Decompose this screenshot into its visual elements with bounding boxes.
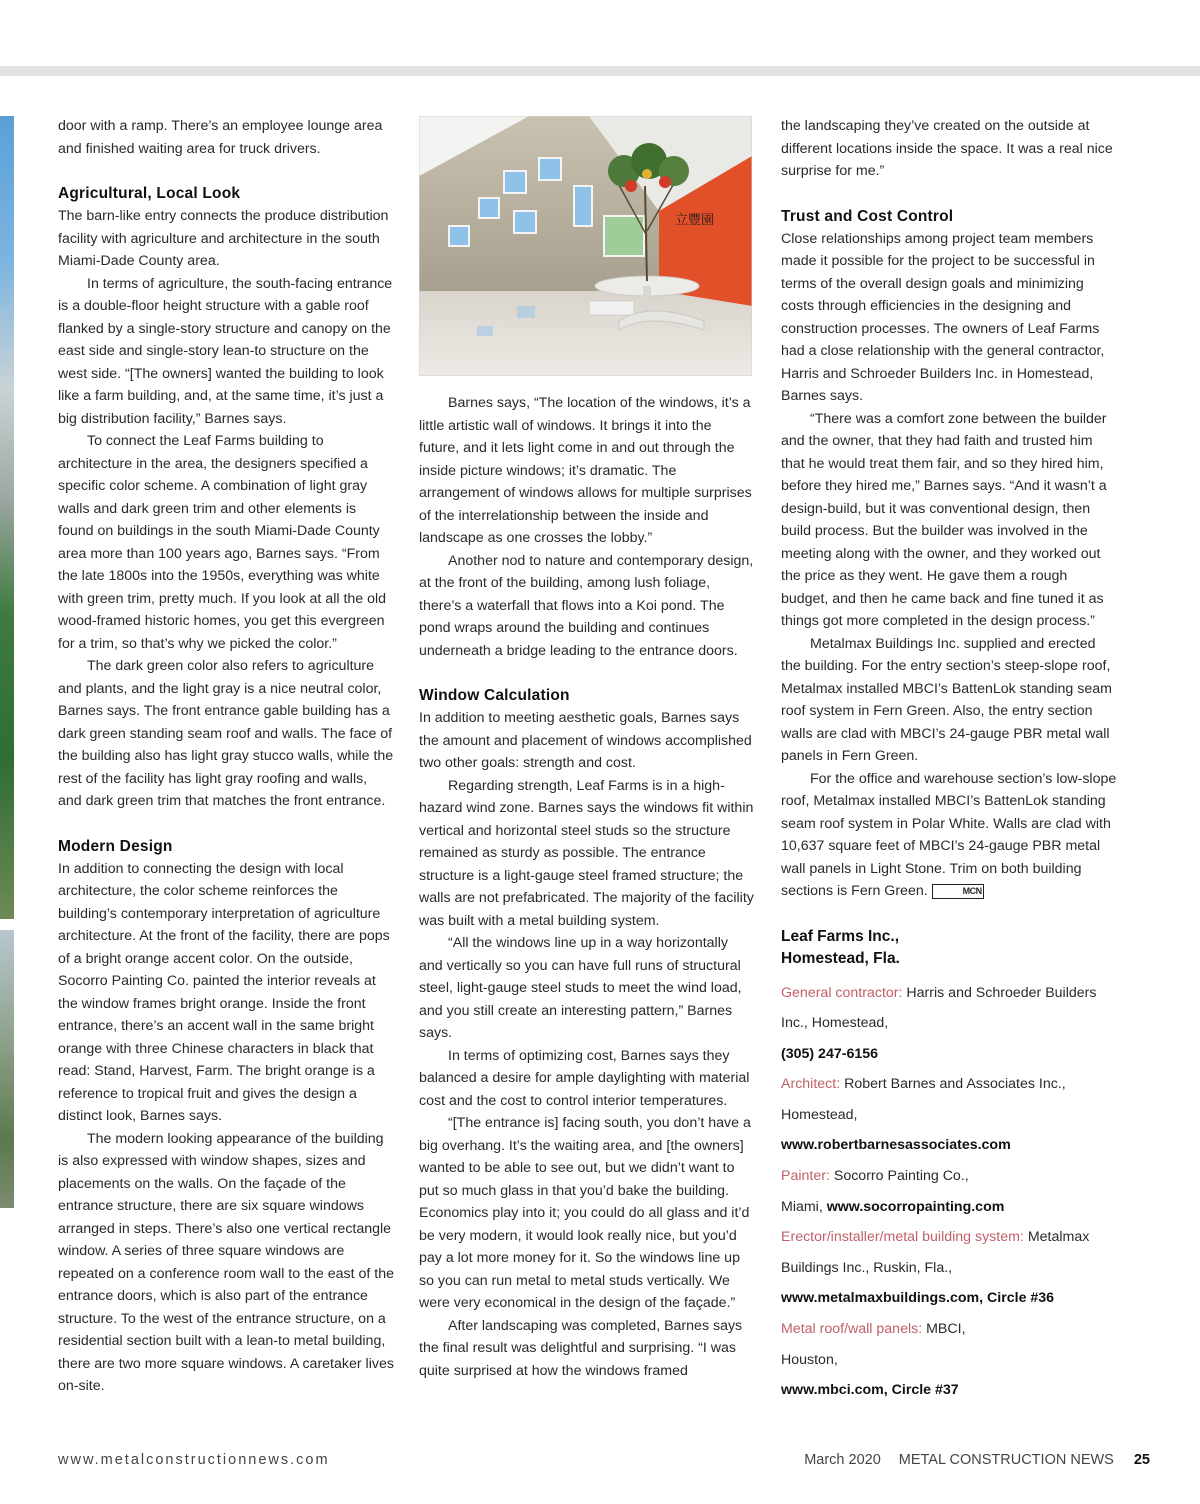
project-name: Leaf Farms Inc.,	[781, 927, 900, 945]
credit-line: Buildings Inc., Ruskin, Fla.,	[781, 1259, 953, 1276]
credit-value: Robert Barnes and Associates Inc.,	[844, 1076, 1066, 1093]
footer-website[interactable]: www.metalconstructionnews.com	[58, 1452, 330, 1468]
paragraph: door with a ramp. There’s an employee lounge area and finished waiting area for truck drivers.	[58, 118, 383, 157]
credit-panels	[781, 1314, 1117, 1345]
article-column-1	[58, 115, 394, 1398]
section-heading-agricultural: Agricultural, Local Look	[58, 185, 241, 202]
square-window	[504, 171, 526, 193]
paragraph: In addition to connecting the design with local architecture, the color scheme reinforces the building’s contemporary interpretation of agriculture architecture. At the front of the facility, there are pops of a bright orange accent color. On the outside, Socorro Painting Co. painted the interior reveals at the window frames bright orange. Inside the front entrance, there’s an accent wall in the same bright orange with three Chinese characters in black that read: Stand, Harvest, Farm. The bright orange is a reference to tropical fruit and gives the design a distinct look, Barnes says.	[58, 860, 390, 1124]
credit-erector	[781, 1222, 1117, 1253]
project-location: Homestead, Fla.	[781, 949, 900, 967]
paragraph: The modern looking appearance of the building is also expressed with window shapes, sizes and placements on the walls. On the façade of the entrance structure, there are six square windows arranged in steps. There’s also one vertical rectangle window. A series of three square windows are repeated on a conference room wall to the east of the entrance doors, which is also part of the entrance structure. To the west of the entrance structure, on a residential section built with a lean-to metal building, there are two more square windows. A caretaker lives on-site.	[58, 1130, 394, 1394]
credit-value: Metalmax	[1027, 1229, 1090, 1246]
square-window	[514, 211, 536, 233]
credit-line: Houston,	[781, 1351, 838, 1368]
paragraph: After landscaping was completed, Barnes says the final result was delightful and surprising. “I was quite surprised at how the windows framed	[419, 1317, 743, 1379]
paragraph: “There was a comfort zone between the builder and the owner, that they had faith and trusted him that he would treat them fair, and so they hired him, before they hired me,” Barnes says. “And it wasn’t a design-build, but it was conventional design, then build process. But the builder was involved in the meeting along with the owner, and they worked out the price as they went. He gave them a rough budget, and then he came back and fine tuned it as things got more completed in the design process.”	[781, 410, 1107, 629]
square-window	[539, 158, 561, 180]
credit-line: Inc., Homestead,	[781, 1015, 889, 1032]
credit-label: Painter:	[781, 1168, 830, 1185]
credit-label: Architect:	[781, 1076, 841, 1093]
top-divider-bar	[0, 66, 1200, 76]
chinese-characters-sign: 立豐園	[675, 213, 715, 228]
paragraph: the landscaping they’ve created on the outside at different locations inside the space. It was a real nice surprise for me.”	[781, 118, 1113, 179]
section-heading-window-calculation: Window Calculation	[419, 687, 570, 704]
lobby-photo	[419, 116, 752, 376]
paragraph	[781, 768, 1117, 903]
paragraph: Barnes says, “The location of the windows, it’s a little artistic wall of windows. It brings it into the future, and it lets light come in and out through the inside picture windows; it’s dramatic. The arrangement of windows allows for multiple surprises of the interrelationship between the inside and landscape as one crosses the lobby.”	[419, 395, 752, 546]
section-heading-modern-design: Modern Design	[58, 837, 173, 855]
paragraph: Metalmax Buildings Inc. supplied and erected the building. For the entry section’s steep-slope roof, Metalmax installed MBCI’s BattenLok standing seam roof system in Fern Green. Also, the entry section walls are clad with MBCI’s 24-gauge PBR metal wall panels in Fern Green.	[781, 635, 1112, 764]
square-window	[479, 198, 499, 218]
article-column-2	[419, 115, 755, 1382]
credit-general-contractor	[781, 978, 1117, 1009]
paragraph: In addition to meeting aesthetic goals, Barnes says the amount and placement of windows accomplished two other goals: strength and cost.	[419, 710, 752, 771]
paragraph: Close relationships among project team members made it possible for the project to be successful in terms of the overall design goals and minimizing costs through efficiencies in the designing and construction processes. The owners of Leaf Farms had a close relationship with the general contractor, Harris and Schroeder Builders Inc. in Homestead, Barnes says.	[781, 230, 1105, 404]
vertical-window	[574, 186, 592, 226]
credit-line	[781, 1192, 1117, 1223]
footer-info	[804, 1452, 1150, 1468]
paragraph: Another nod to nature and contemporary design, at the front of the building, among lush foliage, there’s a waterfall that flows into a Koi pond. The pond wraps around the building and continues underneath a bridge leading to the entrance doors.	[419, 552, 754, 659]
footer-publication: METAL CONSTRUCTION NEWS	[898, 1452, 1114, 1468]
credit-value: Harris and Schroeder Builders	[906, 984, 1097, 1001]
credit-label: General contractor:	[781, 984, 903, 1001]
credit-label: Erector/installer/metal building system:	[781, 1229, 1024, 1246]
paragraph: Regarding strength, Leaf Farms is in a high-hazard wind zone. Barnes says the windows fit within vertical and horizontal steel studs so the structure remained as sturdy as possible. The entrance structure is a light-gauge steel framed structure; the walls are not prefabricated. The majority of the facility was built with a metal building system.	[419, 777, 754, 929]
paragraph: In terms of optimizing cost, Barnes says they balanced a desire for ample daylighting with material cost and the cost to control interior temperatures.	[419, 1047, 750, 1109]
project-credits-list	[781, 978, 1117, 1406]
edge-photo-landscape	[0, 930, 14, 1208]
credit-line: Homestead,	[781, 1106, 858, 1123]
credit-website-link[interactable]: www.mbci.com, Circle #37	[781, 1382, 959, 1399]
paragraph: The barn-like entry connects the produce distribution facility with agriculture and architecture in the south Miami-Dade County area.	[58, 208, 389, 269]
credit-value: Socorro Painting Co.,	[833, 1168, 969, 1185]
paragraph: To connect the Leaf Farms building to architecture in the area, the designers specified a specific color scheme. A combination of light gray walls and dark green trim and other elements is found on buildings in the south Miami-Dade County area more than 100 years ago, Barnes says. “From the late 1800s into the 1950s, everything was white with green trim, pretty much. If you look at all the old wood-framed historic homes, you get this evergreen for a trim, so that’s why we picked the color.”	[58, 433, 387, 652]
footer-date: March 2020	[804, 1452, 881, 1468]
credit-painter	[781, 1161, 1117, 1192]
credit-value: MBCI,	[926, 1321, 966, 1338]
square-window	[449, 226, 469, 246]
project-credits-title	[781, 926, 1117, 970]
credit-label: Metal roof/wall panels:	[781, 1321, 923, 1338]
paragraph: The dark green color also refers to agriculture and plants, and the light gray is a nice neutral color, Barnes says. The front entrance gable building has a dark green standing seam roof and walls. The face of the building also has light gray stucco walls, while the rest of the facility has light gray roofing and walls, and dark green trim that matches the front entrance.	[58, 658, 394, 809]
paragraph-text: For the office and warehouse section’s low-slope roof, Metalmax installed MBCI’s BattenLok standing seam roof system in Polar White. Walls are clad with 10,637 square feet of MBCI’s 24-gauge PBR metal wall panels in Light Stone. Trim on both building sections is Fern Green.	[781, 770, 1117, 899]
paragraph: “[The entrance is] facing south, you don’t have a big overhang. It’s the waiting area, and [the owners] wanted to be able to see out, but we didn’t want to put so much glass in that you’d bake the building. Economics play into it; you could do all glass and it’d be very modern, it would look really nice, but you’d pay a lot more money for it. So the windows line up so you can run metal to metal studs vertically. We were very economical in the design of the façade.”	[419, 1115, 751, 1311]
credit-architect	[781, 1069, 1117, 1100]
paragraph: In terms of agriculture, the south-facing entrance is a double-floor height structure with a gable roof flanked by a single-story structure and canopy on the east side and single-story lean-to structure on the west side. “[The owners] wanted the building to look like a farm building, and, at the same time, it’s just a big distribution facility,” Barnes says.	[58, 275, 393, 427]
credit-website-link[interactable]: www.metalmaxbuildings.com, Circle #36	[781, 1290, 1055, 1307]
page-number: 25	[1133, 1452, 1150, 1468]
picture-window	[604, 216, 644, 256]
credit-phone: (305) 247-6156	[781, 1045, 879, 1062]
credit-website-link[interactable]: www.robertbarnesassociates.com	[781, 1137, 1011, 1154]
lobby-photo-illustration	[419, 116, 752, 376]
edge-photo-building-exterior	[0, 116, 14, 919]
end-mark-logo: MCN	[932, 884, 984, 899]
credit-website-link[interactable]: www.socorropainting.com	[826, 1198, 1005, 1215]
section-heading-trust-cost: Trust and Cost Control	[781, 207, 954, 225]
credit-value: Miami,	[781, 1198, 823, 1215]
article-column-3	[781, 115, 1117, 1406]
paragraph: “All the windows line up in a way horizontally and vertically so you can have full runs of structural steel, light-gauge steel studs to meet the wind load, and you still create an interesting pattern,” Barnes says.	[419, 935, 742, 1041]
